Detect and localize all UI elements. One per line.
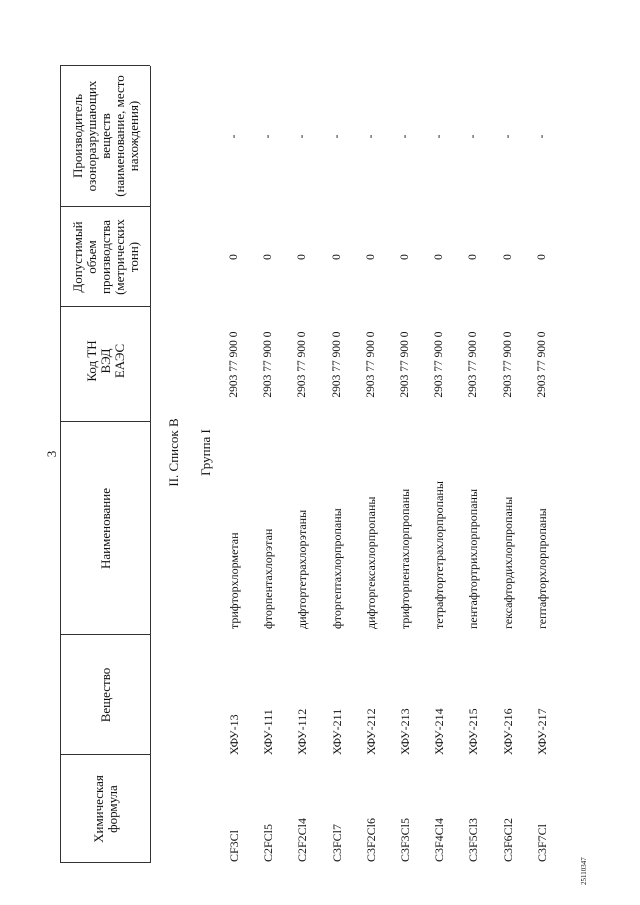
cell-name: тетрафтортетрахлорпропаны <box>432 481 447 629</box>
cell-formula: C3FCl7 <box>329 823 344 862</box>
cell-code: 2903 77 900 0 <box>330 331 343 398</box>
col-divider-1 <box>60 862 150 863</box>
cell-substance: ХФУ-211 <box>329 708 344 755</box>
cell-volume: 0 <box>262 254 275 260</box>
page-number: 3 <box>44 450 59 458</box>
cell-formula: C3F5Cl3 <box>466 817 481 862</box>
col-divider-2 <box>60 754 150 755</box>
cell-code: 2903 77 900 0 <box>262 331 275 398</box>
header-substance: Вещество <box>97 667 113 723</box>
cell-name: пентафтортрихлорпропаны <box>466 488 481 629</box>
cell-name: дифторгексахлорпропаны <box>363 496 378 629</box>
cell-producer: - <box>433 134 446 139</box>
group-title: Группа I <box>198 429 213 476</box>
cell-substance: ХФУ-216 <box>500 708 515 755</box>
cell-producer: - <box>467 134 480 139</box>
section-title: II. Список В <box>166 418 181 487</box>
cell-volume: 0 <box>467 254 480 260</box>
cell-code: 2903 77 900 0 <box>296 331 309 398</box>
cell-producer: - <box>330 134 343 139</box>
cell-substance: ХФУ-13 <box>227 714 241 755</box>
cell-name: гептафторхлорпропаны <box>534 508 549 629</box>
cell-formula: CF3Cl <box>227 829 241 862</box>
cell-formula: C3F4Cl4 <box>432 817 447 862</box>
header-code: Код ТН ВЭД ЕАЭС <box>83 340 127 382</box>
header-producer: Производитель озоноразрушающих веществ (наименование, место нахождения) <box>69 75 141 197</box>
col-divider-6 <box>60 206 150 207</box>
cell-volume: 0 <box>296 254 309 260</box>
cell-substance: ХФУ-217 <box>534 708 549 755</box>
cell-name: фторпентахлорэтан <box>261 528 276 629</box>
cell-formula: C3F7Cl <box>534 823 549 862</box>
cell-formula: C3F2Cl6 <box>363 817 378 862</box>
cell-name: фторгептахлорпропаны <box>329 508 344 629</box>
cell-formula: C3F3Cl5 <box>398 817 412 862</box>
cell-producer: - <box>501 134 514 139</box>
table-header-rule <box>150 66 151 863</box>
cell-code: 2903 77 900 0 <box>364 331 377 398</box>
cell-volume: 0 <box>330 254 343 260</box>
header-formula: Химическая формула <box>90 775 120 843</box>
col-divider-5 <box>60 306 150 307</box>
cell-producer: - <box>296 134 309 139</box>
col-divider-3 <box>60 634 150 635</box>
cell-code: 2903 77 900 0 <box>467 331 480 398</box>
footer-code: 25110347 <box>580 857 588 885</box>
cell-producer: - <box>535 134 548 139</box>
cell-volume: 0 <box>364 254 377 260</box>
header-volume: Допустимый объем производства (метрических тонн) <box>69 219 141 295</box>
cell-name: гексафтордихлорпропаны <box>500 496 515 629</box>
cell-code: 2903 77 900 0 <box>501 331 514 398</box>
cell-name: трифторпентахлорпропаны <box>398 488 412 629</box>
cell-formula: C2F2Cl4 <box>295 817 310 862</box>
cell-formula: C2FCl5 <box>261 823 276 862</box>
cell-substance: ХФУ-112 <box>295 708 310 755</box>
cell-formula: C3F6Cl2 <box>500 817 515 862</box>
cell-volume: 0 <box>501 254 514 260</box>
cell-substance: ХФУ-213 <box>398 708 412 755</box>
cell-code: 2903 77 900 0 <box>535 331 548 398</box>
col-divider-7 <box>60 65 150 66</box>
cell-volume: 0 <box>399 254 411 260</box>
cell-producer: - <box>399 134 411 139</box>
cell-code: 2903 77 900 0 <box>399 331 411 398</box>
cell-volume: 0 <box>433 254 446 260</box>
cell-substance: ХФУ-214 <box>432 708 447 755</box>
cell-volume: 0 <box>535 254 548 260</box>
cell-substance: ХФУ-111 <box>261 709 276 755</box>
cell-producer: - <box>364 134 377 139</box>
cell-substance: ХФУ-212 <box>363 708 378 755</box>
cell-name: трифторхлорметан <box>227 532 241 629</box>
cell-code: 2903 77 900 0 <box>228 331 240 398</box>
col-divider-4 <box>60 421 150 422</box>
cell-producer: - <box>262 134 275 139</box>
cell-volume: 0 <box>228 254 240 260</box>
header-name: Наименование <box>97 488 113 569</box>
cell-name: дифтортетрахлорэтаны <box>295 509 310 629</box>
cell-code: 2903 77 900 0 <box>433 331 446 398</box>
cell-substance: ХФУ-215 <box>466 708 481 755</box>
cell-producer: - <box>228 134 240 139</box>
